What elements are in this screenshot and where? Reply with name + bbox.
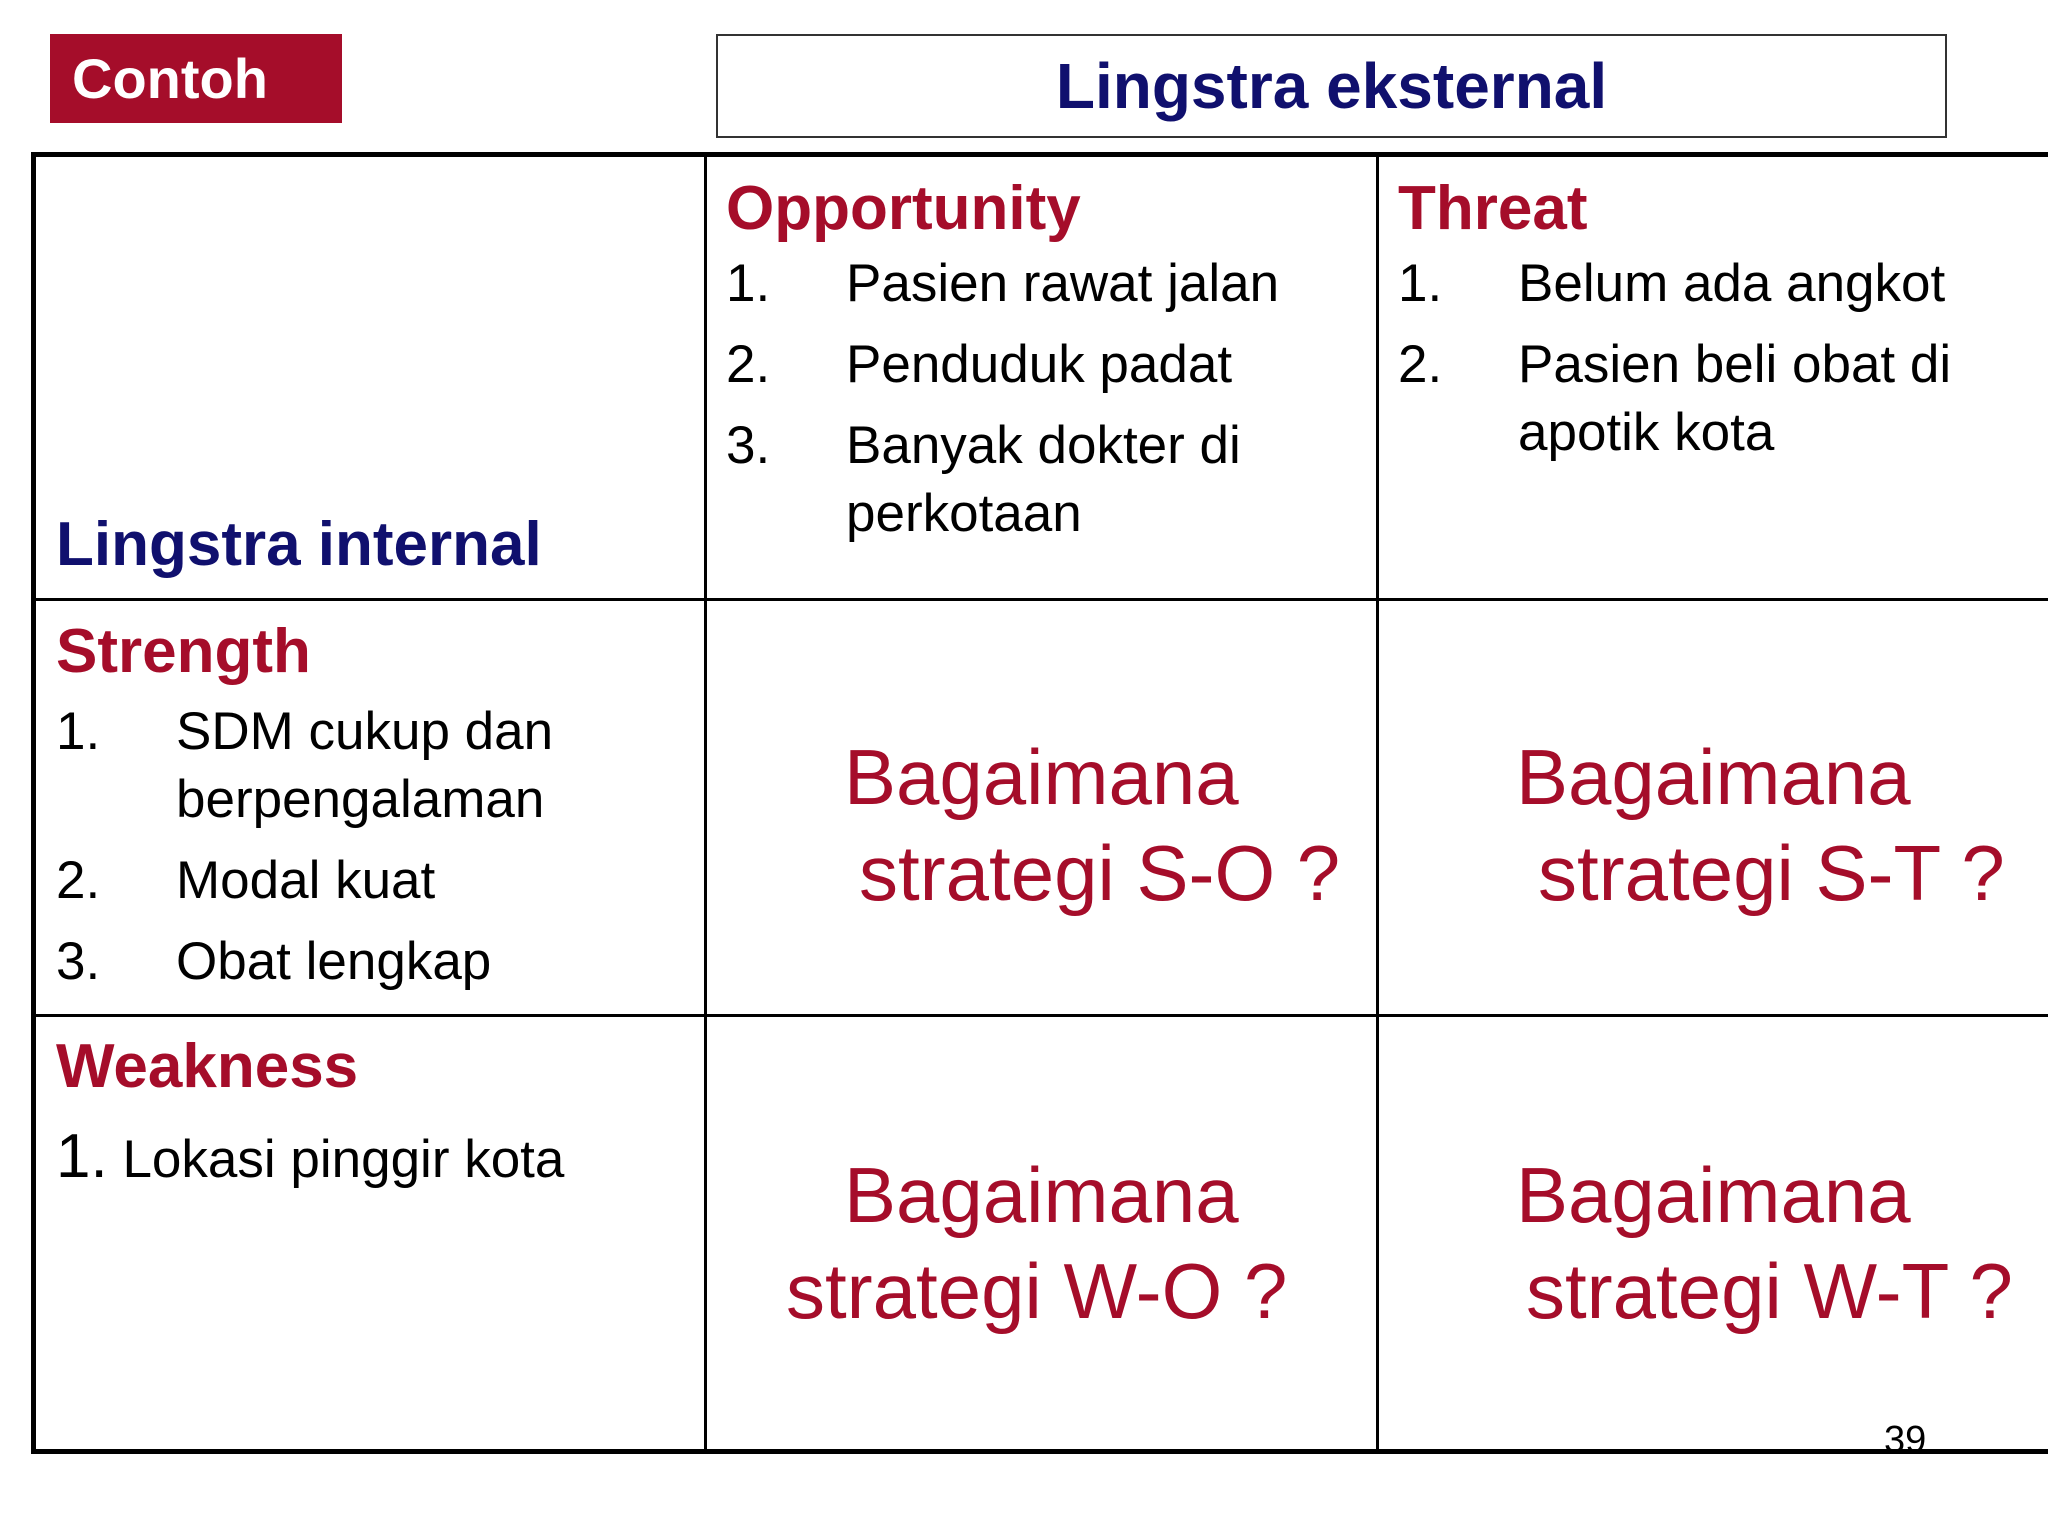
list-item [56,847,696,915]
item-number: 2. [726,335,771,394]
opportunity-cell [726,173,1366,548]
item-number: 2. [1398,335,1443,394]
item-text: Banyak dokter di perkotaan [846,416,1241,543]
opportunity-heading: Opportunity [726,174,1081,243]
strategy-st [1516,729,2005,921]
opportunity-list [726,250,1366,548]
item-text: Pasien beli obat di apotik kota [1518,335,1952,462]
strategy-so-line1: Bagaimana [844,733,1239,821]
external-title-box [716,34,1947,138]
list-item [56,1123,696,1194]
row-divider-1 [36,598,2048,601]
item-text: Modal kuat [176,851,436,910]
item-text: Lokasi pinggir kota [122,1130,565,1189]
item-text: Pasien rawat jalan [846,254,1280,313]
column-divider-2 [1376,157,1379,1449]
item-number: 2. [56,851,101,910]
row-divider-2 [36,1014,2048,1017]
threat-heading: Threat [1398,174,1588,243]
item-number: 1. [56,1122,108,1191]
strength-list [56,698,696,996]
strategy-st-line1: Bagaimana [1516,733,1911,821]
strategy-wo-line1: Bagaimana [844,1151,1239,1239]
contoh-label: Contoh [50,34,342,123]
list-item [56,928,696,996]
item-text: Obat lengkap [176,932,492,991]
page-number: 39 [1884,1419,1927,1461]
swot-matrix [31,152,2048,1461]
item-number: 1. [726,254,771,313]
internal-title-cell [56,509,696,581]
strategy-wt-line2: strategi W-T ? [1526,1247,2013,1335]
item-number: 1. [1398,254,1443,313]
item-text: SDM cukup dan berpengalaman [176,702,554,829]
strategy-st-line2: strategi S-T ? [1538,829,2005,917]
list-item [726,250,1366,318]
list-item [1398,331,2038,467]
strategy-so [844,729,1340,921]
threat-cell [1398,173,2038,467]
strength-heading: Strength [56,617,311,686]
weakness-heading: Weakness [56,1032,359,1101]
list-item [1398,250,2038,318]
item-number: 1. [56,702,101,761]
threat-list [1398,250,2038,467]
list-item [726,412,1366,548]
strategy-wt [1516,1147,2013,1339]
item-text: Belum ada angkot [1518,254,1946,313]
internal-title: Lingstra internal [56,510,542,579]
list-item [56,698,696,834]
strategy-wo [786,1147,1287,1339]
weakness-cell [56,1031,696,1194]
item-number: 3. [56,932,101,991]
item-text: Penduduk padat [846,335,1233,394]
strategy-so-line2: strategi S-O ? [859,829,1341,917]
external-title: Lingstra eksternal [1055,50,1608,122]
strength-cell [56,616,696,996]
strategy-wo-line2: strategi W-O ? [786,1247,1288,1335]
strategy-wt-line1: Bagaimana [1516,1151,1911,1239]
item-number: 3. [726,416,771,475]
list-item [726,331,1366,399]
column-divider-1 [704,157,707,1449]
